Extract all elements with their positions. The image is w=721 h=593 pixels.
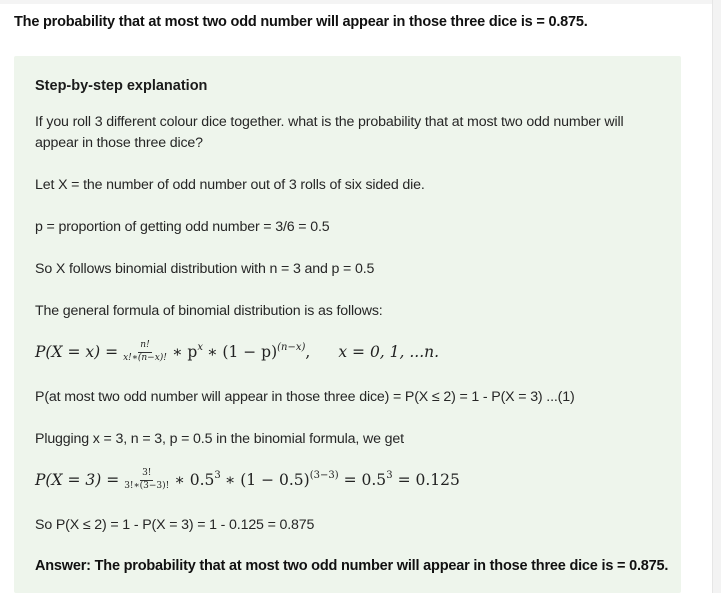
define-p-text: p = proportion of getting odd number = 3/6 = 0.5: [35, 219, 330, 235]
result-text: So P(X ≤ 2) = 1 - P(X = 3) = 1 - 0.125 = 0.875: [35, 517, 315, 533]
computation-result: = 0.125: [397, 471, 460, 490]
computation-exponent-3: 3: [386, 469, 393, 481]
explanation-title: Step-by-step explanation: [35, 78, 208, 94]
top-edge: [0, 0, 721, 4]
formula-fraction-denominator: x!∗(n−x)!: [123, 352, 167, 363]
formula-intro-text: The general formula of binomial distribution is as follows:: [35, 303, 383, 319]
answer-headline: The probability that at most two odd number will appear in those three dice is = 0.875.: [14, 14, 588, 30]
final-answer: Answer: The probability that at most two odd number will appear in those three dice is = 0.875.: [35, 558, 669, 574]
computation-formula: [35, 469, 460, 492]
target-probability-text: P(at most two odd number will appear in those three dice) = P(X ≤ 2) = 1 - P(X = 3) ...(1): [35, 389, 575, 405]
computation-term-3: = 0.5: [343, 471, 387, 490]
formula-fraction: [121, 341, 169, 364]
computation-lhs: P(X = 3) =: [35, 471, 120, 490]
formula-exponent-1: x: [197, 341, 203, 353]
computation-fraction: [122, 469, 171, 492]
computation-term-1: ∗ 0.5: [174, 471, 215, 490]
computation-fraction-numerator: 3!: [140, 469, 153, 481]
formula-term-2: ∗ (1 − p): [206, 343, 278, 362]
computation-term-2: ∗ (1 − 0.5): [224, 471, 310, 490]
computation-exponent-1: 3: [214, 469, 221, 481]
formula-exponent-2: (n−x): [277, 341, 306, 353]
plugging-text: Plugging x = 3, n = 3, p = 0.5 in the binomial formula, we get: [35, 431, 404, 447]
formula-lhs: P(X = x) =: [35, 343, 119, 362]
computation-fraction-denominator: 3!∗(3−3)!: [124, 480, 170, 491]
computation-exponent-2: (3−3): [309, 469, 339, 481]
formula-domain: x = 0, 1, ...n.: [338, 343, 440, 362]
explanation-panel: [14, 56, 681, 593]
question-text: If you roll 3 different colour dice together. what is the probability that at most two odd number will appear in those three dice?: [35, 114, 624, 151]
binomial-formula: [35, 341, 439, 364]
formula-comma: ,: [305, 343, 311, 362]
formula-term-1: ∗ p: [171, 343, 198, 362]
vertical-scrollbar[interactable]: [712, 0, 721, 593]
formula-fraction-numerator: n!: [138, 341, 151, 353]
define-x-text: Let X = the number of odd number out of 3 rolls of six sided die.: [35, 177, 425, 193]
distribution-text: So X follows binomial distribution with n = 3 and p = 0.5: [35, 261, 375, 277]
